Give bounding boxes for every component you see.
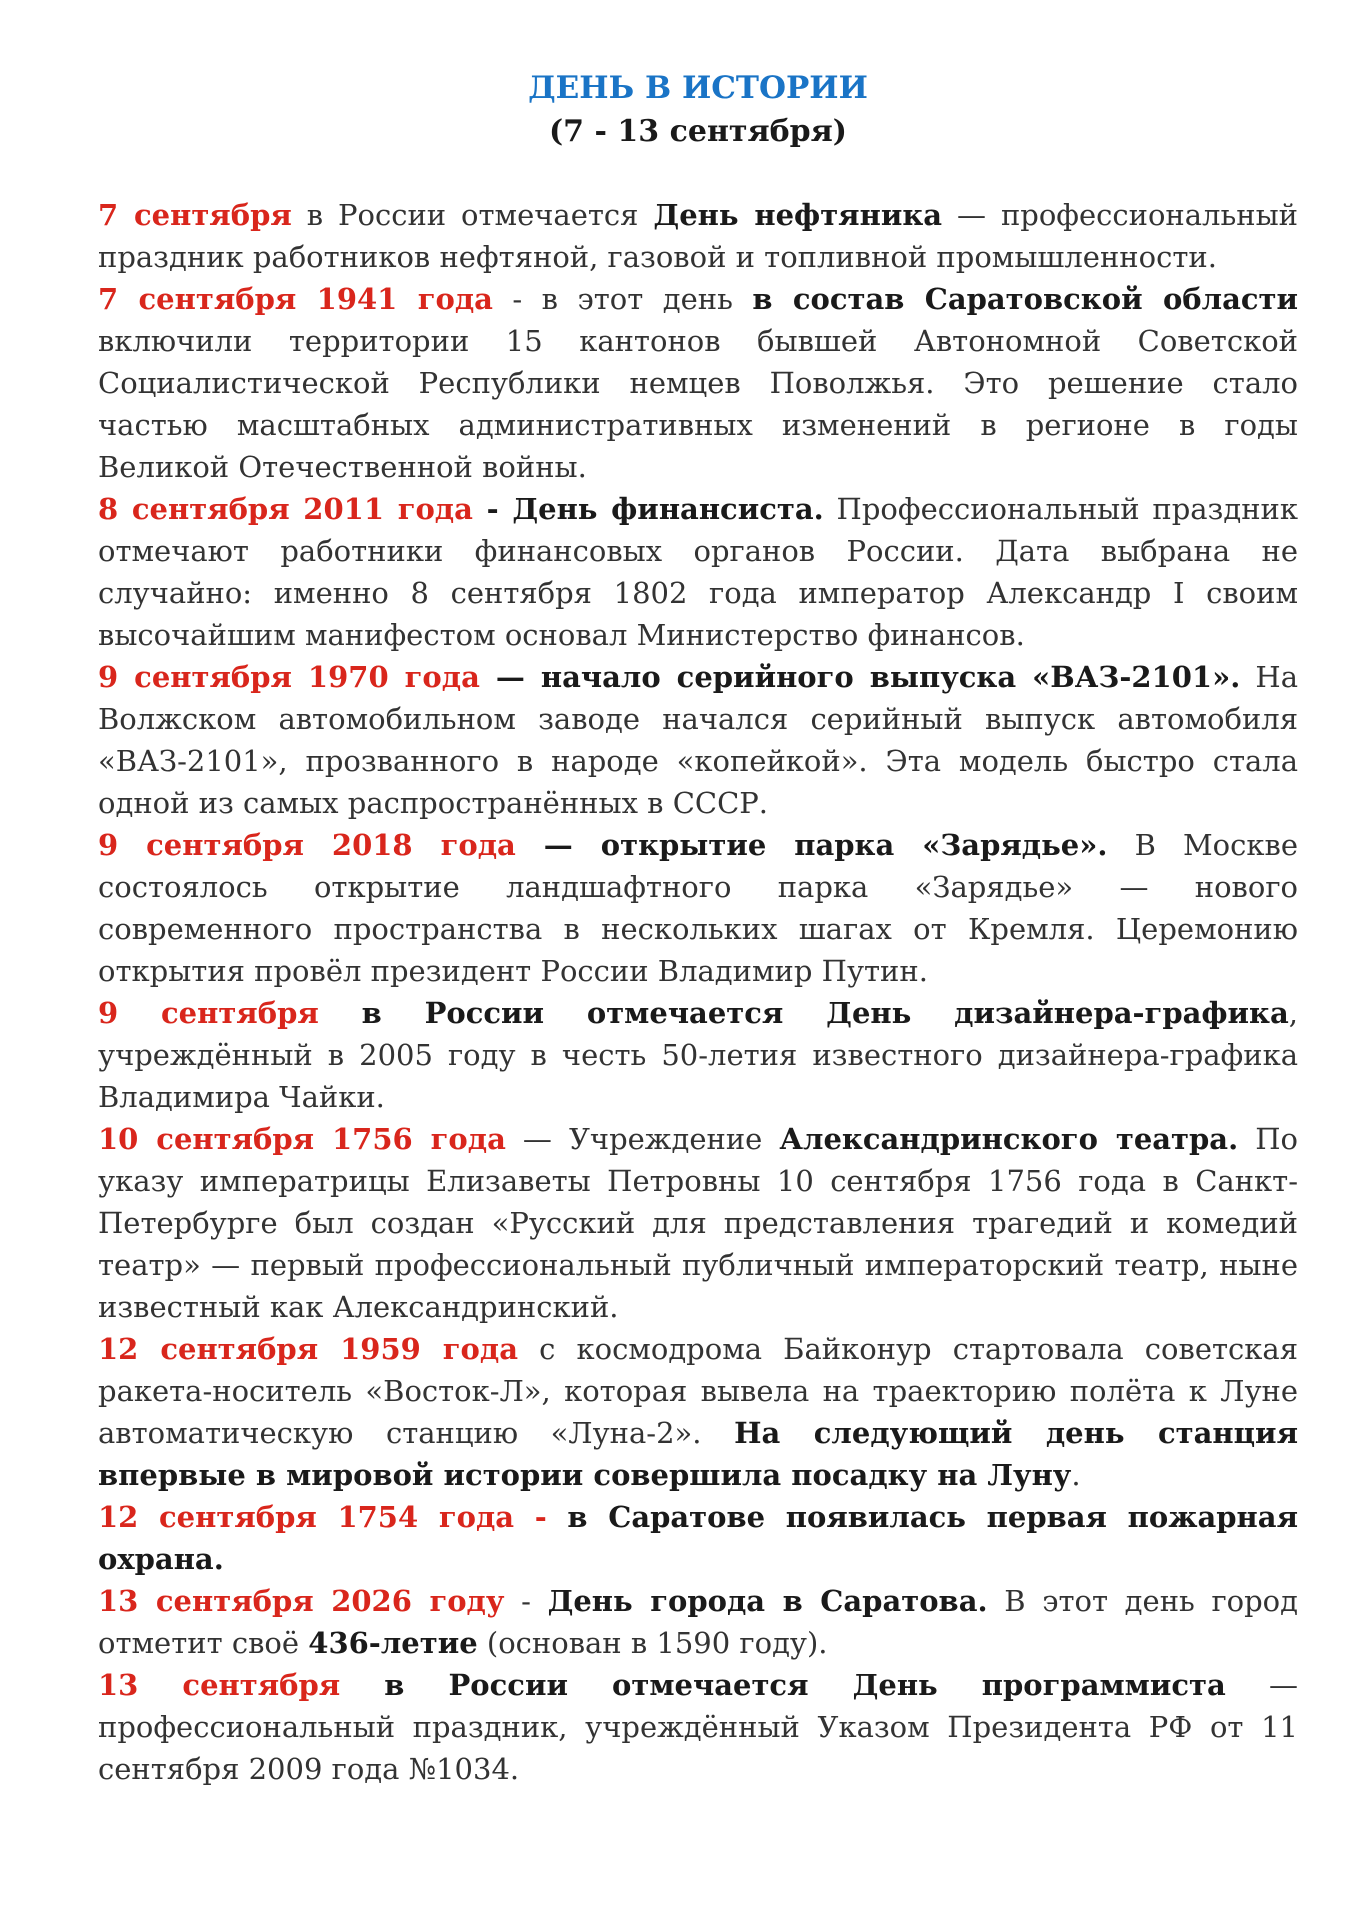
history-entry	[98, 1328, 1298, 1496]
entry-text: В этот день город отметит своё	[98, 1584, 1298, 1660]
entry-highlight: На следующий день станция впервые в мировой истории совершила посадку на Луну	[98, 1416, 1298, 1492]
history-entry	[98, 278, 1298, 488]
history-entry	[98, 824, 1298, 992]
entry-highlight: - День финансиста.	[472, 492, 824, 526]
entries-list	[98, 194, 1298, 1790]
entry-date: 9 сентября 2018 года	[98, 828, 516, 862]
entry-highlight: — начало серийного выпуска «ВАЗ-2101».	[479, 660, 1241, 694]
entry-text: По указу императрицы Елизаветы Петровны 10 сентября 1756 года в Санкт-Петербурге был создан «Русский для представления трагедий и комедий театр» — первый профессиональный публичный императорский театр, ныне известный как Александринский.	[98, 1122, 1299, 1324]
entry-highlight: в России отмечается День дизайнера-графика	[318, 996, 1289, 1030]
page-title: ДЕНЬ В ИСТОРИИ	[528, 70, 868, 106]
entry-text: , учреждённый в 2005 году в честь 50-летия известного дизайнера-графика Владимира Чайки.	[98, 996, 1298, 1114]
entry-text: с космодрома Байконур стартовала советская ракета-носитель «Восток-Л», которая вывела на траекторию полёта к Луне автоматическую станцию «Луна-2».	[98, 1332, 1298, 1450]
history-entry	[98, 1664, 1298, 1790]
entry-highlight: Александринского театра.	[779, 1122, 1239, 1156]
entry-date: 9 сентября	[98, 996, 319, 1030]
entry-text: .	[1071, 1458, 1081, 1492]
entry-date: 9 сентября 1970 года	[98, 660, 480, 694]
document-page	[98, 66, 1298, 1790]
entry-date: 10 сентября 1756 года	[98, 1122, 506, 1156]
entry-highlight: 436-летие	[308, 1626, 478, 1660]
history-entry	[98, 1496, 1298, 1580]
entry-text: — профессиональный праздник работников нефтяной, газовой и топливной промышленности.	[98, 198, 1298, 274]
entry-highlight: в состав Саратовской области	[752, 282, 1298, 316]
entry-text: Профессиональный праздник отмечают работники финансовых органов России. Дата выбрана не случайно: именно 8 сентября 1802 года император Александр I своим высочайшим манифестом основал Министерство финансов.	[98, 492, 1299, 652]
entry-date: 7 сентября 1941 года	[98, 282, 493, 316]
entry-text: -	[504, 1584, 548, 1618]
entry-text: На Волжском автомобильном заводе начался серийный выпуск автомобиля «ВАЗ-2101», прозванного в народе «копейкой». Эта модель быстро стала одной из самых распространённых в СССР.	[98, 660, 1298, 820]
page-subtitle: (7 - 13 сентября)	[548, 114, 847, 149]
entry-highlight: День нефтяника	[653, 198, 943, 232]
history-entry	[98, 1118, 1298, 1328]
entry-text: (основан в 1590 году).	[477, 1626, 828, 1660]
entry-highlight: День города в Саратова.	[547, 1584, 988, 1618]
entry-date: 12 сентября 1754 года -	[98, 1500, 547, 1534]
entry-date: 8 сентября 2011 года	[98, 492, 473, 526]
entry-date: 12 сентября 1959 года	[98, 1332, 519, 1366]
history-entry	[98, 992, 1298, 1118]
entry-text: В Москве состоялось открытие ландшафтного парка «Зарядье» — нового современного пространства в нескольких шагах от Кремля. Церемонию открытия провёл президент России Владимир Путин.	[98, 828, 1298, 988]
entry-text: в России отмечается	[291, 198, 654, 232]
entry-text: — Учреждение	[505, 1122, 780, 1156]
history-entry	[98, 1580, 1298, 1664]
entry-date: 7 сентября	[98, 198, 292, 232]
entry-date: 13 сентября	[98, 1668, 341, 1702]
entry-date: 13 сентября 2026 году	[98, 1584, 505, 1618]
entry-text: - в этот день	[492, 282, 753, 316]
entry-highlight: в Саратове появилась первая пожарная охрана.	[98, 1500, 1298, 1576]
history-entry	[98, 194, 1298, 278]
entry-text: — профессиональный праздник, учреждённый Указом Президента РФ от 11 сентября 2009 года №1034.	[98, 1668, 1298, 1786]
history-entry	[98, 488, 1298, 656]
entry-text: включили территории 15 кантонов бывшей Автономной Советской Социалистической Республики немцев Поволжья. Это решение стало частью масштабных административных изменений в регионе в годы Великой Отечественной войны.	[98, 324, 1298, 484]
entry-highlight: — открытие парка «Зарядье».	[515, 828, 1108, 862]
entry-highlight: в России отмечается День программиста	[340, 1668, 1226, 1702]
history-entry	[98, 656, 1298, 824]
